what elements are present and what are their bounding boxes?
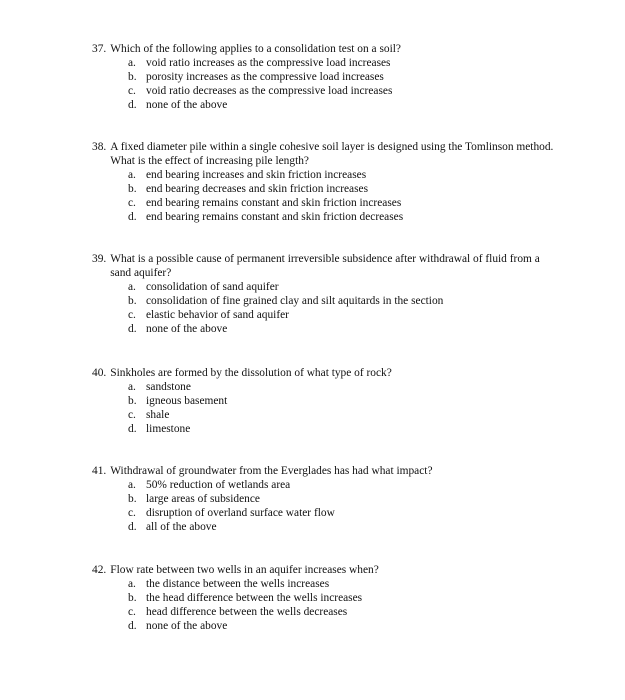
option-text: all of the above bbox=[146, 521, 217, 533]
option-text: consolidation of sand aquifer bbox=[146, 281, 279, 293]
option-letter: b. bbox=[128, 395, 137, 407]
option-letter: d. bbox=[128, 323, 137, 335]
question-text: What is a possible cause of permanent irreversible subsidence after withdrawal of fluid from a sand aquifer? bbox=[110, 253, 540, 279]
option-letter: c. bbox=[128, 309, 136, 321]
option-letter: a. bbox=[128, 479, 136, 491]
option-letter: a. bbox=[128, 381, 136, 393]
option-letter: b. bbox=[128, 183, 137, 195]
option-a[interactable] bbox=[128, 56, 562, 70]
option-c[interactable] bbox=[128, 84, 562, 98]
option-a[interactable] bbox=[128, 577, 562, 591]
option-c[interactable] bbox=[128, 196, 562, 210]
question-38 bbox=[92, 140, 562, 224]
option-letter: c. bbox=[128, 85, 136, 97]
option-a[interactable] bbox=[128, 380, 562, 394]
option-text: void ratio decreases as the compressive load increases bbox=[146, 85, 393, 97]
option-letter: a. bbox=[128, 281, 136, 293]
option-c[interactable] bbox=[128, 308, 562, 322]
option-d[interactable] bbox=[128, 619, 562, 633]
option-text: elastic behavior of sand aquifer bbox=[146, 309, 289, 321]
option-text: end bearing remains constant and skin friction decreases bbox=[146, 211, 404, 223]
option-d[interactable] bbox=[128, 520, 562, 534]
option-list bbox=[92, 56, 562, 112]
option-b[interactable] bbox=[128, 591, 562, 605]
question-number: 40. bbox=[92, 367, 107, 379]
question-42 bbox=[92, 563, 562, 633]
option-b[interactable] bbox=[128, 492, 562, 506]
option-list bbox=[92, 577, 562, 633]
question-number: 41. bbox=[92, 465, 107, 477]
option-text: 50% reduction of wetlands area bbox=[146, 479, 291, 491]
option-text: sandstone bbox=[146, 381, 191, 393]
option-letter: b. bbox=[128, 592, 137, 604]
option-text: igneous basement bbox=[146, 395, 228, 407]
option-letter: c. bbox=[128, 507, 136, 519]
option-text: none of the above bbox=[146, 323, 228, 335]
option-letter: c. bbox=[128, 197, 136, 209]
option-list bbox=[92, 380, 562, 436]
option-text: head difference between the wells decreases bbox=[146, 606, 348, 618]
option-letter: d. bbox=[128, 423, 137, 435]
option-letter: c. bbox=[128, 409, 136, 421]
question-stem bbox=[92, 42, 562, 56]
option-letter: d. bbox=[128, 620, 137, 632]
option-text: large areas of subsidence bbox=[146, 493, 260, 505]
question-stem bbox=[92, 464, 562, 478]
option-a[interactable] bbox=[128, 280, 562, 294]
question-stem bbox=[92, 563, 562, 577]
question-37 bbox=[92, 42, 562, 112]
option-text: end bearing decreases and skin friction increases bbox=[146, 183, 369, 195]
option-letter: a. bbox=[128, 169, 136, 181]
question-text: Flow rate between two wells in an aquifer increases when? bbox=[110, 564, 379, 576]
question-text: Which of the following applies to a consolidation test on a soil? bbox=[110, 43, 401, 55]
option-b[interactable] bbox=[128, 70, 562, 84]
option-text: none of the above bbox=[146, 620, 228, 632]
option-c[interactable] bbox=[128, 506, 562, 520]
question-number: 39. bbox=[92, 253, 107, 265]
option-text: none of the above bbox=[146, 99, 228, 111]
question-stem bbox=[92, 252, 562, 280]
option-b[interactable] bbox=[128, 294, 562, 308]
option-letter: d. bbox=[128, 211, 137, 223]
option-text: the head difference between the wells increases bbox=[146, 592, 363, 604]
option-d[interactable] bbox=[128, 210, 562, 224]
question-41 bbox=[92, 464, 562, 534]
option-text: the distance between the wells increases bbox=[146, 578, 330, 590]
option-letter: a. bbox=[128, 578, 136, 590]
option-letter: d. bbox=[128, 521, 137, 533]
option-text: consolidation of fine grained clay and silt aquitards in the section bbox=[146, 295, 444, 307]
option-letter: b. bbox=[128, 493, 137, 505]
question-number: 37. bbox=[92, 43, 107, 55]
option-c[interactable] bbox=[128, 605, 562, 619]
option-letter: b. bbox=[128, 71, 137, 83]
option-letter: d. bbox=[128, 99, 137, 111]
option-d[interactable] bbox=[128, 422, 562, 436]
option-a[interactable] bbox=[128, 478, 562, 492]
option-d[interactable] bbox=[128, 322, 562, 336]
question-number: 42. bbox=[92, 564, 107, 576]
question-stem bbox=[92, 366, 562, 380]
question-stem bbox=[92, 140, 562, 168]
option-text: limestone bbox=[146, 423, 191, 435]
option-letter: b. bbox=[128, 295, 137, 307]
option-text: end bearing remains constant and skin friction increases bbox=[146, 197, 402, 209]
option-list bbox=[92, 168, 562, 224]
option-d[interactable] bbox=[128, 98, 562, 112]
option-text: end bearing increases and skin friction increases bbox=[146, 169, 367, 181]
question-40 bbox=[92, 366, 562, 436]
question-text: Sinkholes are formed by the dissolution of what type of rock? bbox=[110, 367, 392, 379]
question-text: A fixed diameter pile within a single cohesive soil layer is designed using the Tomlinson method. What is the effect of increasing pile length? bbox=[110, 141, 554, 167]
option-list bbox=[92, 478, 562, 534]
option-text: disruption of overland surface water flow bbox=[146, 507, 335, 519]
option-text: porosity increases as the compressive load increases bbox=[146, 71, 384, 83]
option-list bbox=[92, 280, 562, 336]
option-text: shale bbox=[146, 409, 170, 421]
option-a[interactable] bbox=[128, 168, 562, 182]
option-b[interactable] bbox=[128, 394, 562, 408]
option-text: void ratio increases as the compressive load increases bbox=[146, 57, 391, 69]
question-39 bbox=[92, 252, 562, 336]
option-b[interactable] bbox=[128, 182, 562, 196]
option-letter: a. bbox=[128, 57, 136, 69]
option-c[interactable] bbox=[128, 408, 562, 422]
question-number: 38. bbox=[92, 141, 107, 153]
question-text: Withdrawal of groundwater from the Everglades has had what impact? bbox=[110, 465, 433, 477]
option-letter: c. bbox=[128, 606, 136, 618]
